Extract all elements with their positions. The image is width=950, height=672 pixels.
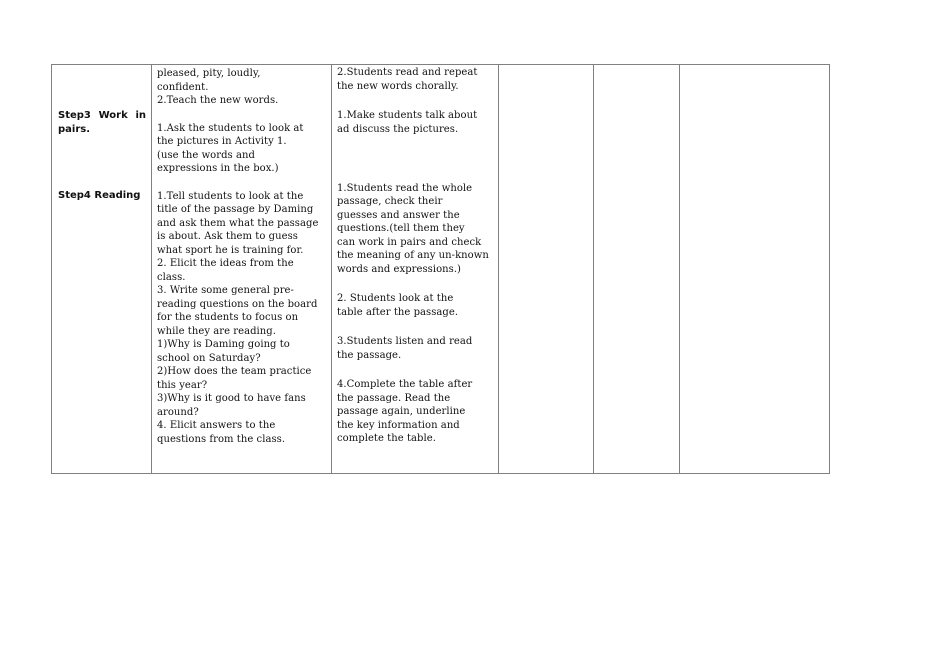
empty-cell bbox=[499, 65, 594, 474]
teacher-text-line: questions from the class. bbox=[157, 433, 286, 445]
teacher-text-line: and ask them what the passage bbox=[157, 217, 319, 229]
table-row bbox=[52, 65, 830, 474]
student-text-line: complete the table. bbox=[337, 433, 436, 444]
teacher-text-line: 4. Elicit answers to the bbox=[157, 420, 276, 431]
student-text-line: words and expressions.) bbox=[337, 263, 461, 275]
teacher-text-line: around? bbox=[157, 406, 199, 418]
teacher-text-line: expressions in the box.) bbox=[157, 163, 279, 174]
student-text-line: 1.Students read the whole bbox=[337, 182, 473, 194]
teacher-text-line: this year? bbox=[157, 379, 208, 391]
teacher-text-line: pleased, pity, loudly, bbox=[157, 68, 261, 79]
teacher-text-line: confident. bbox=[157, 81, 209, 93]
student-text-line: the key information and bbox=[337, 419, 460, 431]
student-text-line: passage again, underline bbox=[337, 406, 466, 417]
empty-cell bbox=[680, 65, 830, 474]
student-text-line: questions.(tell them they bbox=[337, 223, 465, 234]
teacher-activity-cell bbox=[152, 65, 332, 474]
teacher-text-line: is about. Ask them to guess bbox=[157, 231, 298, 242]
student-text-line: the passage. Read the bbox=[337, 392, 451, 404]
teacher-text-line: 3. Write some general pre- bbox=[157, 285, 294, 296]
teacher-text-line: 1.Ask the students to look at bbox=[157, 122, 304, 134]
step3-word: Step3 bbox=[58, 110, 91, 121]
teacher-text-line: 2)How does the team practice bbox=[157, 366, 312, 377]
student-text-line: guesses and answer the bbox=[337, 209, 460, 221]
teacher-text-line: what sport he is training for. bbox=[157, 244, 304, 256]
teacher-text-line: school on Saturday? bbox=[157, 352, 261, 364]
student-text-line: the new words chorally. bbox=[337, 80, 459, 92]
lesson-plan-table bbox=[51, 64, 830, 474]
student-text-line: 4.Complete the table after bbox=[337, 379, 473, 390]
step4-heading: Step4 Reading bbox=[58, 190, 141, 201]
teacher-text-line: 3)Why is it good to have fans bbox=[157, 393, 306, 404]
student-text-line: the meaning of any un-known bbox=[337, 250, 489, 261]
in-word: in bbox=[135, 110, 146, 121]
student-text-line: 1.Make students talk about bbox=[337, 110, 478, 121]
pairs-word: pairs. bbox=[58, 124, 91, 135]
empty-cell bbox=[594, 65, 680, 474]
student-text-line: ad discuss the pictures. bbox=[337, 123, 459, 135]
student-text-line: 2.Students read and repeat bbox=[337, 67, 478, 78]
student-text-line: 3.Students listen and read bbox=[337, 336, 473, 347]
teacher-text-line: for the students to focus on bbox=[157, 312, 299, 323]
student-text-line: table after the passage. bbox=[337, 306, 459, 318]
teacher-text-line: reading questions on the board bbox=[157, 298, 318, 310]
work-word: Work bbox=[98, 110, 128, 121]
teacher-text-line: class. bbox=[157, 271, 186, 283]
student-text-line: the passage. bbox=[337, 349, 402, 361]
teacher-text-line: title of the passage by Daming bbox=[157, 204, 314, 215]
student-text-line: passage, check their bbox=[337, 196, 443, 207]
teacher-text-line: (use the words and bbox=[157, 149, 255, 161]
student-activity-cell bbox=[332, 65, 499, 474]
teacher-text-line: the pictures in Activity 1. bbox=[157, 136, 287, 147]
teacher-text-line: 2. Elicit the ideas from the bbox=[157, 258, 294, 269]
student-text-line: can work in pairs and check bbox=[337, 236, 482, 248]
student-text-line: 2. Students look at the bbox=[337, 293, 454, 304]
teacher-text-line: 1.Tell students to look at the bbox=[157, 190, 304, 202]
teacher-text-line: 1)Why is Daming going to bbox=[157, 339, 290, 350]
step3-heading bbox=[58, 109, 146, 137]
teacher-text-line: while they are reading. bbox=[157, 325, 276, 337]
teacher-text-line: 2.Teach the new words. bbox=[157, 95, 279, 106]
step-column-cell bbox=[52, 65, 152, 474]
